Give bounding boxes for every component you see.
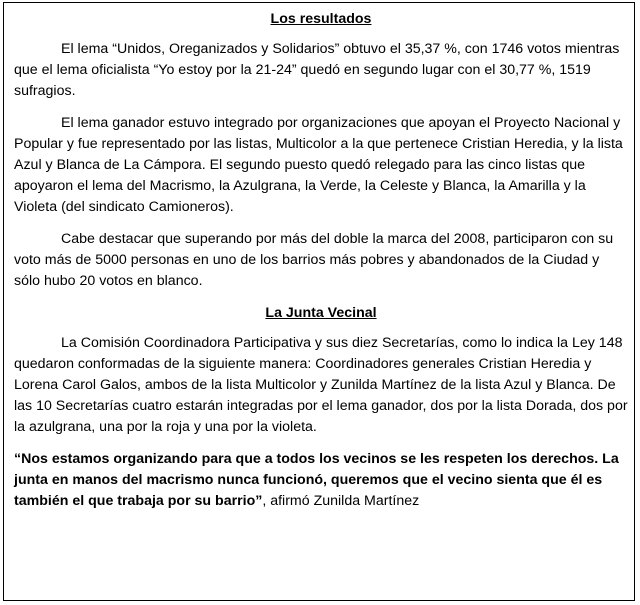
document-content [14,9,628,523]
paragraph-results-votes: El lema “Unidos, Oreganizados y Solidarios” obtuvo el 35,37 %, con 1746 votos mientras que el lema oficialista “Yo estoy por la 21-24” quedó en segundo lugar con el 30,77 %, 1519 sufragios. [14,41,620,99]
section-title-junta: La Junta Vecinal [265,305,377,321]
quote-attribution: , afirmó Zunilda Martínez [262,493,420,509]
document-frame [3,2,635,601]
paragraph-winning-lema: El lema ganador estuvo integrado por organizaciones que apoyan el Proyecto Nacional y Popular y fue representado por las listas, Multicolor a la que pertenece Cristian Heredia, y la lista Azul y Blanca de La Cámpora. El segundo puesto quedó relegado para las cinco listas que apoyaron el lema del Macrismo, la Azulgrana, la Verde, la Celeste y Blanca, la Amarilla y la Violeta (del sindicato Camioneros). [14,115,623,215]
paragraph-participation: Cabe destacar que superando por más del doble la marca del 2008, participaron con su voto más de 5000 personas en uno de los barrios más pobres y abandonados de la Ciudad y sólo hubo 20 votos en blanco. [14,231,614,289]
section-title-results: Los resultados [270,11,372,27]
quote-text: “Nos estamos organizando para que a todos los vecinos se les respeten los derechos. La junta en manos del macrismo nunca funcionó, queremos que el vecino sienta que él es también el que trabaja por su barrio” [14,451,619,509]
quote-paragraph [14,449,628,512]
paragraph-commission: La Comisión Coordinadora Participativa y sus diez Secretarías, como lo indica la Ley 148 quedaron conformadas de la siguiente manera: Coordinadores generales Cristian Heredia y Lorena Carol Galos, ambos de la lista Multicolor y Zunilda Martínez de la lista Azul y Blanca. De las 10 Secretarías cuatro estarán integradas por el lema ganador, dos por la lista Dorada, dos por la azulgrana, una por la roja y una por la violeta. [14,335,628,435]
